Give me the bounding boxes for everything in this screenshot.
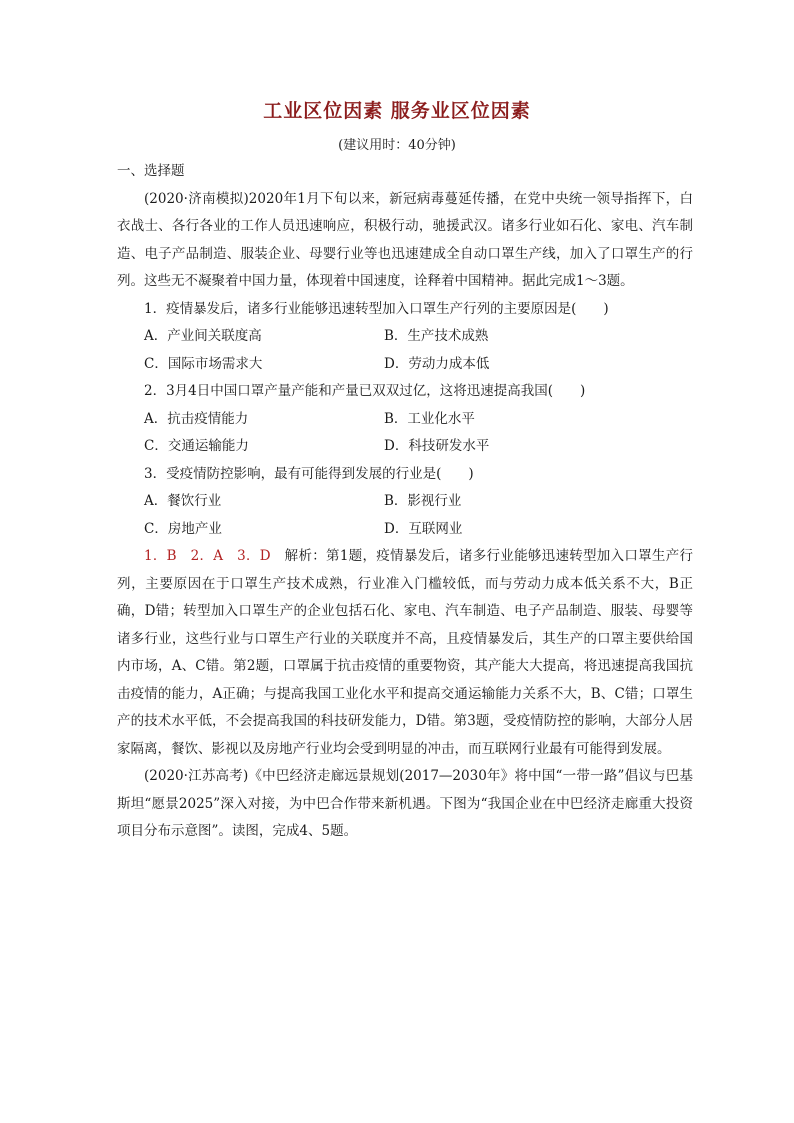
- option-d: D．互联网业: [384, 520, 463, 537]
- option-a: A．抗击疫情能力: [144, 410, 249, 427]
- question-2-options-row-1: [117, 406, 693, 434]
- option-d: D．劳动力成本低: [384, 355, 490, 372]
- option-c: C．国际市场需求大: [144, 355, 263, 372]
- answer-explanation: [117, 543, 693, 763]
- answer-key: 1．B 2．A 3．D: [144, 548, 271, 564]
- explanation-text: 解析：第1题，疫情暴发后，诸多行业能够迅速转型加入口罩生产行列，主要原因在于口罩生产技术成熟，行业准入门槛较低，而与劳动力成本低关系不大，B正确，D错；转型加入口罩生产的企业包括石化、家电、汽车制造、电子产品制造、服装、母婴等诸多行业，这些行业与口罩生产行业的关联度并不高，且疫情暴发后，其生产的口罩主要供给国内市场，A、C错。第2题，口罩属于抗击疫情的重要物资，其产能大大提高，将迅速提高我国抗击疫情的能力，A正确；与提高我国工业化水平和提高交通运输能力关系不大，B、C错；口罩生产的技术水平低，不会提高我国的科技研发能力，D错。第3题，受疫情防控的影响，大部分人居家隔离，餐饮、影视以及房地产行业均会受到明显的冲击，而互联网行业最有可能得到发展。: [117, 548, 693, 757]
- material-intro-2: (2020·江苏高考)《中巴经济走廊远景规划(2017—2030年》将中国“一带一路”倡议与巴基斯坦“愿景2025”深入对接，为中巴合作带来新机遇。下图为“我国企业在中巴经济走廊重大投资项目分布示意图”。读图，完成4、5题。: [117, 768, 693, 839]
- option-b: B．生产技术成熟: [384, 328, 489, 344]
- question-3-options-row-2: [117, 516, 693, 544]
- option-b: B．工业化水平: [384, 410, 475, 427]
- question-1: 1．疫情暴发后，诸多行业能够迅速转型加入口罩生产行列的主要原因是( ): [144, 300, 609, 317]
- suggested-time: (建议用时：40分钟): [338, 138, 456, 153]
- question-1-options-row-2: [117, 351, 693, 379]
- question-1-options-row-1: [117, 323, 693, 351]
- section-heading: 一、选择题: [117, 163, 185, 179]
- material-intro-1: (2020·济南模拟)2020年1月下旬以来，新冠病毒蔓延传播，在党中央统一领导指挥下，白衣战士、各行各业的工作人员迅速响应，积极行动，驰援武汉。诸多行业如石化、家电、汽车制造、电子产品制造、服装企业、母婴行业等也迅速建成全自动口罩生产线，加入了口罩生产的行列。这些无不凝聚着中国力量，体现着中国速度，诠释着中国精神。据此完成1～3题。: [117, 190, 693, 289]
- option-d: D．科技研发水平: [384, 438, 490, 454]
- option-a: A．餐饮行业: [144, 493, 222, 509]
- option-c: C．交通运输能力: [144, 438, 249, 454]
- option-c: C．房地产业: [144, 520, 222, 537]
- question-2: 2．3月4日中国口罩产量产能和产量已双双过亿，这将迅速提高我国( ): [144, 383, 586, 399]
- question-2-options-row-2: [117, 433, 693, 461]
- option-a: A．产业间关联度高: [144, 328, 262, 344]
- page-title: 工业区位因素 服务业区位因素: [263, 100, 531, 122]
- question-3: 3．受疫情防控影响，最有可能得到发展的行业是( ): [144, 465, 474, 482]
- question-3-options-row-1: [117, 488, 693, 516]
- document-content: [117, 158, 693, 846]
- option-b: B．影视行业: [384, 493, 462, 509]
